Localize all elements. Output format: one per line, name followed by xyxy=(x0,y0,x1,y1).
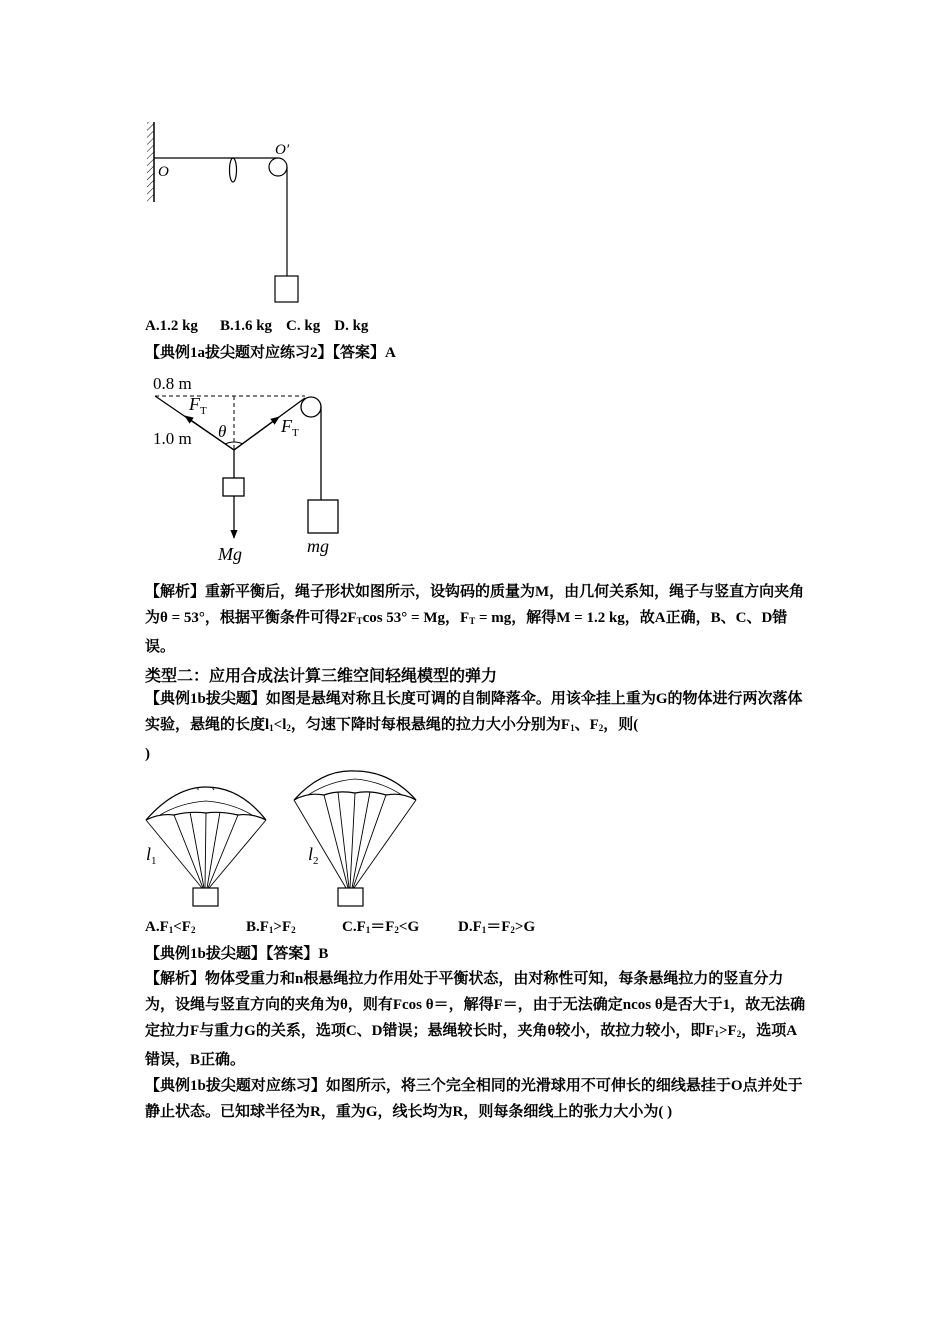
label-ft-right: $F_T$ xyxy=(281,416,299,439)
block-big-m xyxy=(223,478,244,496)
option-b: B.1.6 kg xyxy=(219,318,273,334)
angle-arc xyxy=(225,442,243,444)
ring xyxy=(230,158,237,182)
figure-force-diagram xyxy=(145,370,355,570)
label-l2: $l_2$ xyxy=(308,844,319,867)
options-row-1 xyxy=(145,316,368,336)
analysis-1: 【解析】重新平衡后，绳子形状如图所示，设钩码的质量为M，由几何关系知，绳子与竖直方向夹角为θ = 53°，根据平衡条件可得$2F_T\cos$ 53° = Mg，$F_T$ = mg，解得M = 1.2 kg，故A正确，B、C、D错误。 xyxy=(145,584,805,655)
label-top: 0.8 m xyxy=(153,374,192,393)
option-2a: $A.F_1<F_2$ xyxy=(145,919,196,935)
answer-1a: 【典例1a拔尖题对应练习2】【答案】A xyxy=(145,345,396,361)
label-o-prime: O′ xyxy=(275,142,290,158)
option-a: A.1.2 kg xyxy=(145,318,198,334)
block-m xyxy=(308,500,338,533)
answer-1b: 【典例1b拔尖题】【答案】B xyxy=(145,946,329,962)
parachute-2 xyxy=(294,771,416,906)
label-l1: $l_1$ xyxy=(146,844,157,867)
option-2c: $C.F_1=F_2<G$ xyxy=(342,919,420,935)
arrow-ft-left xyxy=(185,416,234,450)
label-big-mg: Mg xyxy=(218,544,242,564)
label-theta: θ xyxy=(218,422,227,441)
option-2b: $B.F_1>F_2$ xyxy=(246,919,296,935)
label-ft-left: $F_T$ xyxy=(189,394,207,417)
arrow-ft-right xyxy=(234,417,279,450)
label-small-mg: mg xyxy=(307,536,329,556)
pulley-2 xyxy=(301,397,321,417)
type-two-heading: 类型二：应用合成法计算三维空间轻绳模型的弹力 xyxy=(145,668,498,685)
question-1b: 【典例1b拔尖题】如图是悬绳对称且长度可调的自制降落伞。用该伞挂上重为G的物体进行两次落体实验，悬绳的长度$l_1<l_2$，匀速下降时每根悬绳的拉力大小分别为$F_1$、$F_2$，则( ) xyxy=(145,691,803,762)
label-side: 1.0 m xyxy=(153,429,192,448)
option-d: D. kg xyxy=(334,318,369,334)
option-c: C. kg xyxy=(286,318,321,334)
pulley xyxy=(269,158,287,176)
options-row-2 xyxy=(145,917,535,940)
parachute-1 xyxy=(146,787,266,906)
label-o: O xyxy=(158,164,169,180)
practice-question: 【典例1b拔尖题对应练习】如图所示，将三个完全相同的光滑球用不可伸长的细线悬挂于O点并处于静止状态。已知球半径为R，重为G，线长均为R，则每条细线上的张力大小为( ) xyxy=(145,1078,803,1120)
option-2d: $D.F_1=F_2>G$ xyxy=(458,919,536,935)
figure-parachutes xyxy=(140,765,430,915)
analysis-2: 【解析】物体受重力和n根悬绳拉力作用处于平衡状态，由对称性可知，每条悬绳拉力的竖直分力为，设绳与竖直方向的夹角为θ，则有Fcos θ＝，解得F＝，由于无法确定ncos θ是否大于1，故无法确定拉力F与重力G的关系，选项C、D错误；悬绳较长时，夹角θ较小，故拉力较小，即$F_1>F_2$，选项A错误，B正确。 xyxy=(145,971,806,1068)
figure-pulley-wall xyxy=(145,118,315,308)
wall-hatch xyxy=(147,122,154,202)
hanging-block xyxy=(275,276,298,302)
